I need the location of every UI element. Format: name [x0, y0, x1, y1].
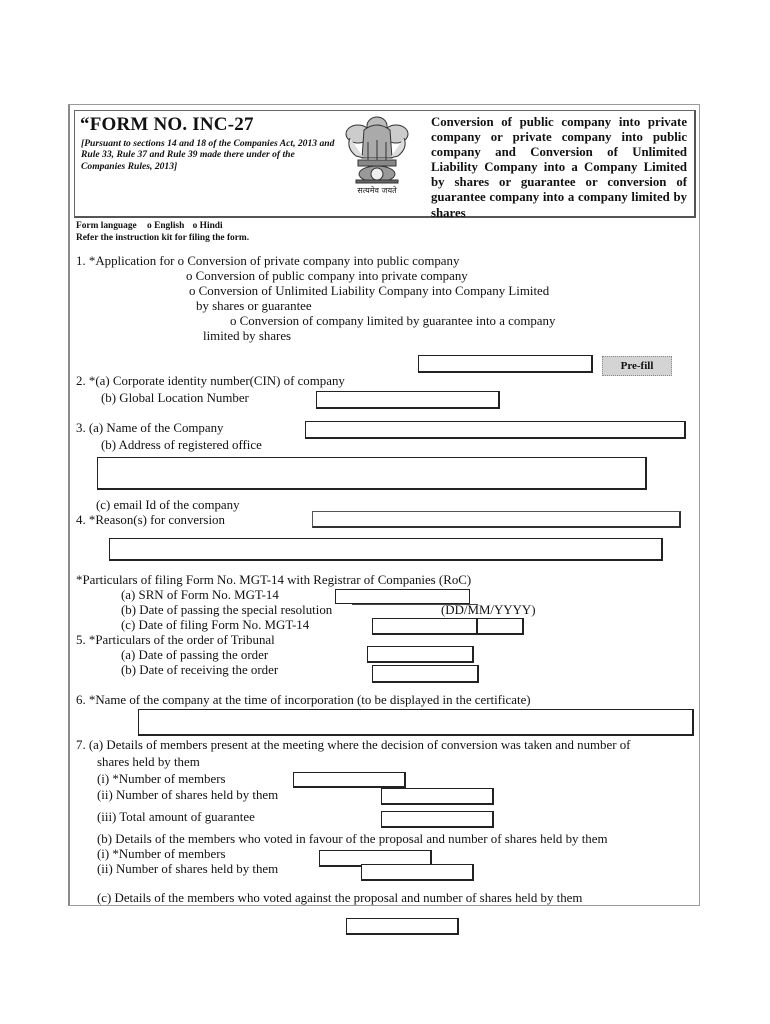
registered-office-label: (b) Address of registered office: [101, 438, 262, 452]
guarantee-amount-input[interactable]: [381, 811, 494, 828]
members-present-count-input[interactable]: [293, 772, 406, 788]
svg-text:सत्यमेव जयते: सत्यमेव जयते: [357, 186, 397, 195]
gln-input[interactable]: [316, 391, 500, 409]
reason-label: 4. *Reason(s) for conversion: [76, 513, 225, 527]
members-present-heading-cont: shares held by them: [97, 755, 200, 769]
company-name-input[interactable]: [305, 421, 686, 439]
resolution-date-input[interactable]: [352, 604, 478, 605]
form-language-row: [76, 221, 223, 231]
members-against-count-input[interactable]: [346, 918, 459, 935]
application-guarantee-to-shares-radio[interactable]: o Conversion of company limited by guarantee into a company: [230, 314, 556, 328]
application-ulc-to-limited-radio[interactable]: o Conversion of Unlimited Liability Company into Company Limited: [189, 284, 550, 298]
mgt14-filing-date-label: (c) Date of filing Form No. MGT-14: [121, 618, 310, 632]
guarantee-amount-label: (iii) Total amount of guarantee: [97, 810, 255, 824]
tribunal-heading: 5. *Particulars of the order of Tribunal: [76, 633, 275, 647]
registered-office-input[interactable]: [97, 457, 647, 490]
prefill-button[interactable]: Pre-fill: [602, 356, 672, 376]
members-present-heading: 7. (a) Details of members present at the meeting where the decision of conversion was taken and number of: [76, 738, 631, 752]
resolution-date-label: (b) Date of passing the special resolution: [121, 603, 333, 617]
mgt14-heading: *Particulars of filing Form No. MGT-14 with Registrar of Companies (RoC): [76, 573, 472, 587]
incorporation-name-input[interactable]: [138, 709, 694, 736]
company-name-label: 3. (a) Name of the Company: [76, 421, 224, 435]
members-favour-heading: (b) Details of the members who voted in favour of the proposal and number of shares held by them: [97, 832, 608, 846]
pursuant-note: [Pursuant to sections 14 and 18 of the Companies Act, 2013 and Rule 33, Rule 37 and Rule 39 made there under of the Companies Rules, 2013]: [81, 138, 335, 172]
application-public-to-private-radio[interactable]: o Conversion of public company into private company: [186, 269, 468, 283]
members-favour-shares-input[interactable]: [361, 864, 474, 881]
order-passing-date-input[interactable]: [367, 646, 474, 663]
cin-label: 2. *(a) Corporate identity number(CIN) of company: [76, 374, 345, 388]
members-against-heading: (c) Details of the members who voted against the proposal and number of shares held by them: [97, 891, 583, 905]
members-present-shares-label: (ii) Number of shares held by them: [97, 788, 279, 802]
members-favour-count-label: (i) *Number of members: [97, 847, 226, 861]
order-receiving-date-label: (b) Date of receiving the order: [121, 663, 279, 677]
email-label: (c) email Id of the company: [96, 498, 240, 512]
mgt14-filing-date-input[interactable]: [372, 618, 478, 635]
form-title: Conversion of public company into private company or private company into public company and Conversion of Unlimited Liability Company into a Company Limited by shares or guarantee or conversion of guarantee company into a company limited by shares: [431, 115, 687, 220]
gln-label: (b) Global Location Number: [101, 391, 249, 405]
national-emblem-icon: [334, 112, 420, 196]
reason-input[interactable]: [109, 538, 663, 561]
members-present-shares-input[interactable]: [381, 788, 494, 805]
order-receiving-date-input[interactable]: [372, 665, 479, 683]
form-number-title: “FORM NO. INC-27: [80, 114, 254, 135]
members-favour-shares-label: (ii) Number of shares held by them: [97, 862, 279, 876]
date-format-hint: (DD/MM/YYYY): [441, 603, 536, 617]
application-ulc-to-limited-cont: by shares or guarantee: [196, 299, 312, 313]
language-english-radio[interactable]: o English: [147, 221, 185, 231]
form-language-label: Form language: [76, 221, 137, 231]
application-for-private-to-public-radio[interactable]: 1. *Application for o Conversion of private company into public company: [76, 254, 460, 268]
instruction-note: Refer the instruction kit for filing the form.: [76, 233, 250, 243]
language-hindi-radio[interactable]: o Hindi: [192, 221, 223, 231]
application-guarantee-to-shares-cont: limited by shares: [203, 329, 292, 343]
incorporation-name-label: 6. *Name of the company at the time of incorporation (to be displayed in the certificate): [76, 693, 531, 707]
cin-input[interactable]: [418, 355, 593, 373]
email-input[interactable]: [312, 511, 681, 528]
mgt14-filing-date-extra-input[interactable]: [477, 618, 524, 635]
members-present-count-label: (i) *Number of members: [97, 772, 226, 786]
srn-label: (a) SRN of Form No. MGT-14: [121, 588, 279, 602]
order-passing-date-label: (a) Date of passing the order: [121, 648, 269, 662]
srn-input[interactable]: [335, 589, 470, 604]
